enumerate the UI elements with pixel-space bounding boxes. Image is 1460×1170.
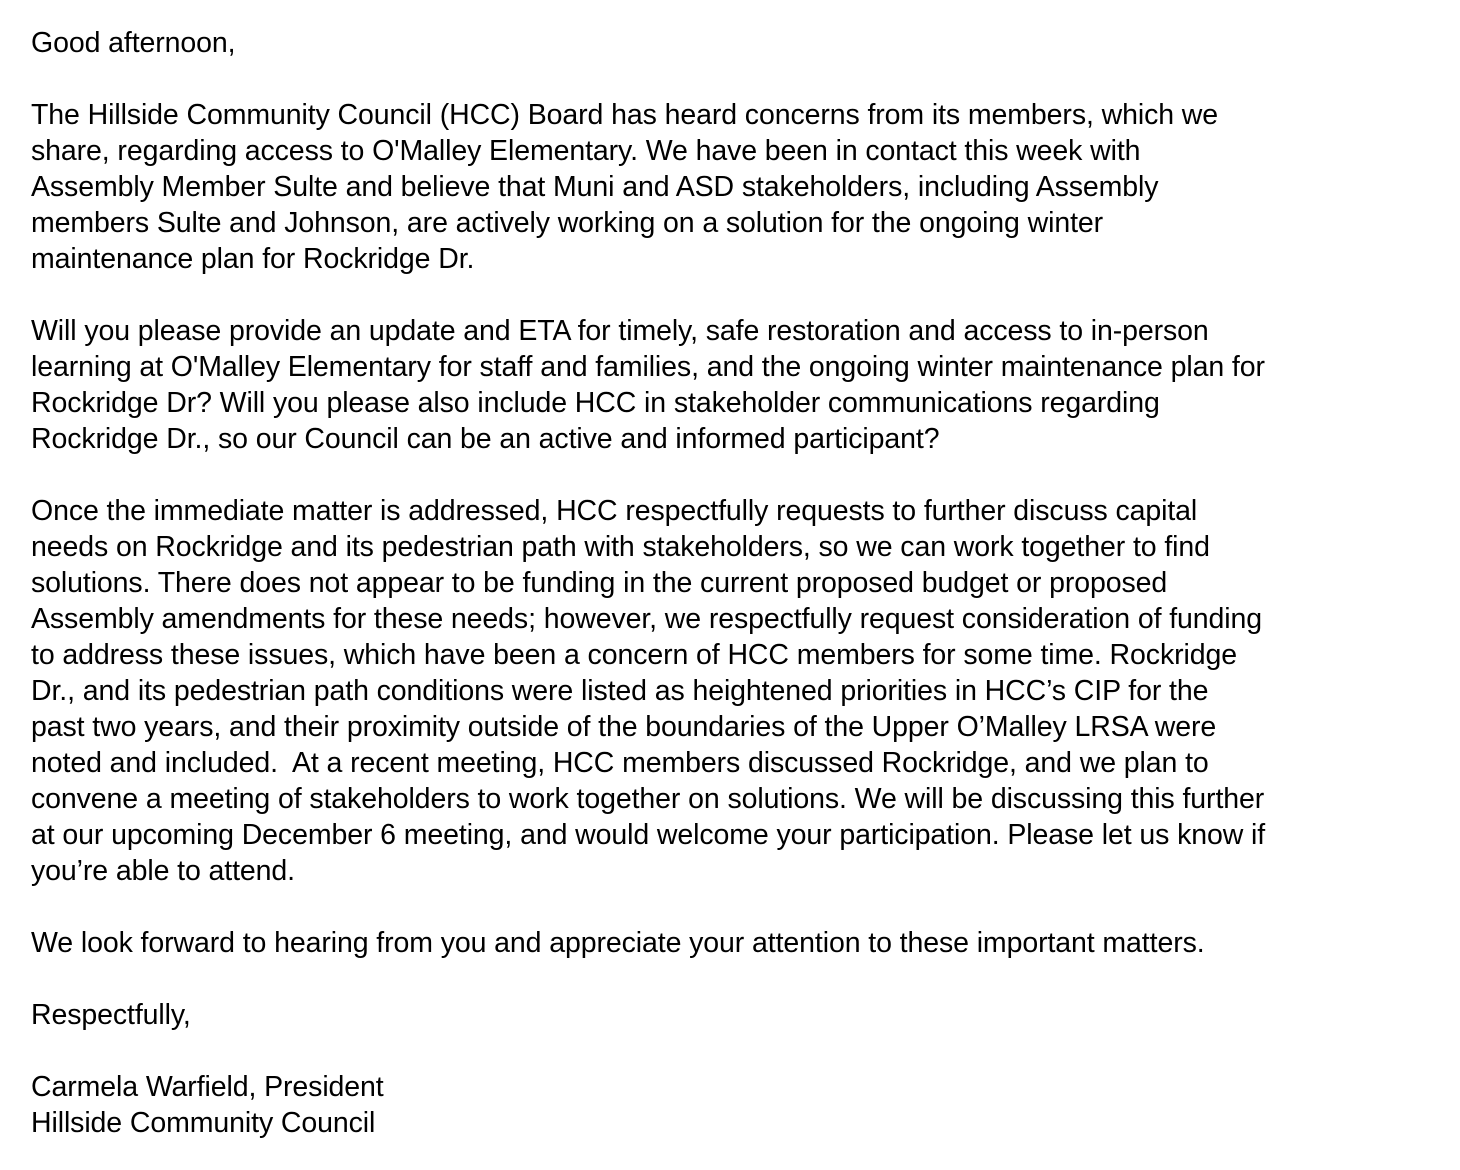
letter-document <box>31 25 1441 1141</box>
paragraph-line: Rockridge Dr? Will you please also include HCC in stakeholder communications regarding <box>31 387 1160 419</box>
paragraph-line: Assembly amendments for these needs; however, we respectfully request consideration of funding <box>31 603 1263 635</box>
signature-organization: Hillside Community Council <box>31 1107 376 1139</box>
spacer <box>31 1033 1441 1069</box>
paragraph-line: noted and included. At a recent meeting, HCC members discussed Rockridge, and we plan to <box>31 747 1209 779</box>
paragraph-line: maintenance plan for Rockridge Dr. <box>31 243 475 275</box>
paragraph-line: learning at O'Malley Elementary for staff and families, and the ongoing winter maintenance plan for <box>31 351 1265 383</box>
paragraph-line: you’re able to attend. <box>31 855 295 887</box>
paragraph-capital-needs <box>31 493 1441 889</box>
signature-block <box>31 1069 1441 1141</box>
paragraph-line: convene a meeting of stakeholders to work together on solutions. We will be discussing this further <box>31 783 1265 815</box>
signature-name-title: Carmela Warfield, President <box>31 1071 384 1103</box>
paragraph-line: The Hillside Community Council (HCC) Board has heard concerns from its members, which we <box>31 99 1219 131</box>
spacer <box>31 457 1441 493</box>
spacer <box>31 61 1441 97</box>
spacer <box>31 889 1441 925</box>
paragraph-line: at our upcoming December 6 meeting, and would welcome your participation. Please let us know if <box>31 819 1266 851</box>
paragraph-line: members Sulte and Johnson, are actively working on a solution for the ongoing winter <box>31 207 1104 239</box>
paragraph-line: Once the immediate matter is addressed, HCC respectfully requests to further discuss capital <box>31 495 1198 527</box>
closing: Respectfully, <box>31 999 191 1031</box>
paragraph-concerns <box>31 97 1441 277</box>
paragraph-line: Dr., and its pedestrian path conditions were listed as heightened priorities in HCC’s CIP for the <box>31 675 1209 707</box>
paragraph-line: past two years, and their proximity outside of the boundaries of the Upper O’Malley LRSA were <box>31 711 1217 743</box>
paragraph-line: solutions. There does not appear to be funding in the current proposed budget or proposed <box>31 567 1168 599</box>
paragraph-line: Will you please provide an update and ETA for timely, safe restoration and access to in-person <box>31 315 1209 347</box>
paragraph-request-update <box>31 313 1441 457</box>
paragraph-line: Assembly Member Sulte and believe that Muni and ASD stakeholders, including Assembly <box>31 171 1159 203</box>
spacer <box>31 961 1441 997</box>
paragraph-line: needs on Rockridge and its pedestrian path with stakeholders, so we can work together to find <box>31 531 1210 563</box>
paragraph-line: share, regarding access to O'Malley Elementary. We have been in contact this week with <box>31 135 1141 167</box>
paragraph-line: Rockridge Dr., so our Council can be an active and informed participant? <box>31 423 940 455</box>
spacer <box>31 277 1441 313</box>
paragraph-closing-remark <box>31 925 1441 961</box>
paragraph-line: We look forward to hearing from you and appreciate your attention to these important matters. <box>31 927 1205 959</box>
greeting: Good afternoon, <box>31 27 236 59</box>
paragraph-line: to address these issues, which have been a concern of HCC members for some time. Rockridge <box>31 639 1237 671</box>
